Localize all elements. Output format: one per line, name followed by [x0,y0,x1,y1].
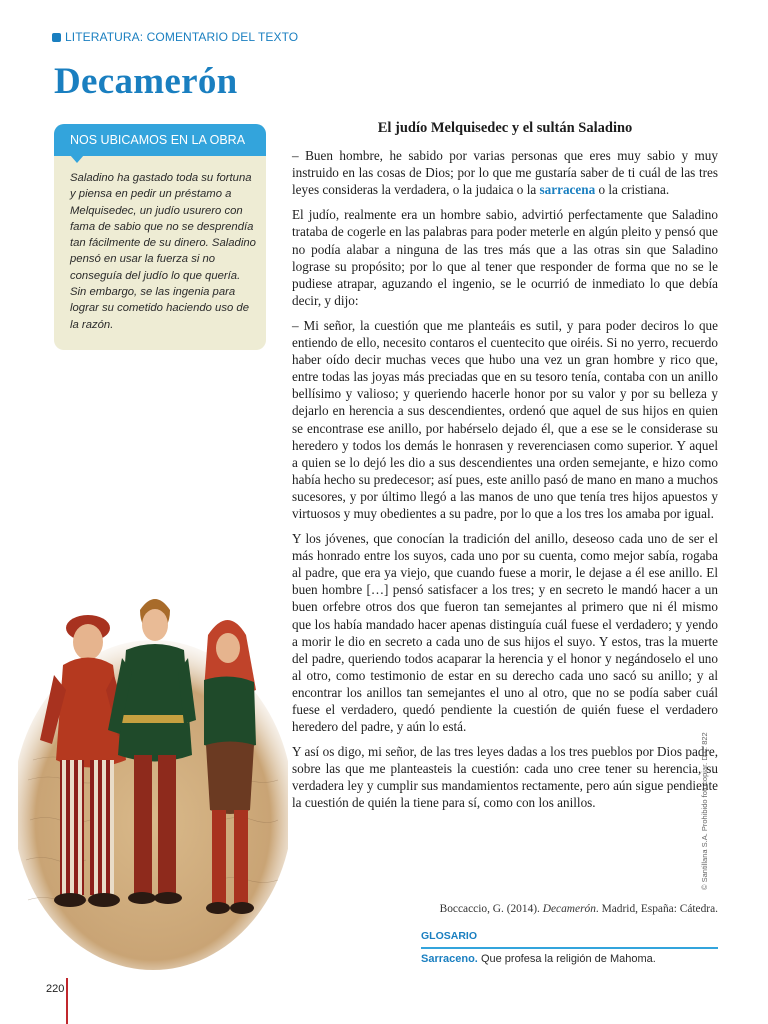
glossary-term-link: sarracena [539,182,596,198]
glossary-title: GLOSARIO [421,930,478,942]
context-sidebar [54,124,266,350]
citation-author: Boccaccio, G. (2014). [439,903,540,915]
section-label [52,30,298,44]
copyright-notice: © Santillana S.A. Prohibido fotocopiar. D.L. 822 [700,732,709,890]
page-number: 220 [46,983,65,995]
page-title: Decamerón [54,61,238,102]
section-square-icon [52,33,61,42]
section-label-text: LITERATURA: COMENTARIO DEL TEXTO [65,30,299,44]
story-heading: El judío Melquisedec y el sultán Saladino [377,120,633,136]
story-paragraph: – Mi señor, la cuestión que me planteáis es sutil, y para poder deciros lo que entiendo de ello, necesito contaros el cuentecito que oiréis. Si no yerro, recuerdo haber oído decir muchas veces que hubo una vez un gran hombre y rico que, entre todas las joyas más preciadas que en su tesoro tenía, contaba con un anillo bellísimo y valioso; y queriendo hacerle honor por su valor y por su belleza y dejarlo en herencia a sus descendientes, ordenó que aquel de sus hijos en quien se encontrase ese anillo, por habérselo dejado él, que a ese se le considerase su heredero y todos los demás le honrasen y reverenciasen como superior. Y aquel a quien se lo dejó les dio a sus descendientes una orden semejante, e hizo como había hecho su predecesor; así pues, este anillo pasó de mano en mano a muchos sucesores, y por último llegó a las manos de uno que tenía tres hijos apuestos y virtuosos y muy obedientes a su padre, por lo que a los tres los amaba por igual. [292,317,718,521]
glossary-divider [421,947,718,949]
story-paragraph: Y los jóvenes, que conocían la tradición del anillo, deseoso cada uno de ser el más honrado entre los suyos, cada uno por su cuenta, como mejor sabía, rogaba al padre, que era ya viejo, que cuando fuese a morir, le dejase a él ese anillo. El buen hombre […] pensó satisfacer a los tres; y en secreto le mandó hacer a un buen orfebre otros dos que fueron tan semejantes al primero que ni él mismo que los había mandado hacer apenas distinguía cuál fuese el verdadero; y yendo a morir le dio en secreto a cada uno de sus hijos el suyo. Y estos, tras la muerte del padre, queriendo todos acaparar la herencia y el honor y negándoselo el uno al otro, como testimonio de estar en su derecho cada uno sacó su anillo; y al encontrar los anillos tan semejantes el uno al otro, que no se podía saber cuál fuese el verdadero, quedó pendiente la cuestión de quién fuese el verdadero heredero del padre, y aún lo está. [292,531,718,735]
story-text [292,120,718,820]
page-number-divider [66,978,68,1024]
glossary-box [421,930,718,965]
story-paragraph-1-start: – Buen hombre, he sabido por varias personas que eres muy sabio y muy instruido en las cosas de Dios; por lo que me gustaría saber de ti cuál de las tres leyes consideras la verdadera, o la judaica o la [292,148,718,198]
story-paragraph [292,147,718,198]
sidebar-text: Saladino ha gastado toda su fortuna y piensa en pedir un préstamo a Melquisedec, un judío usurero con fama de sabio que no se desprendía tan fácilmente de su dinero. Saladino pensó en usar la fuerza si no conseguía del judío lo que quería. Sin embargo, se las ingenia para lograr su cometido haciendo uso de la razón. [70,172,256,331]
story-paragraph: El judío, realmente era un hombre sabio, advirtió perfectamente que Saladino trataba de cogerle en las palabras para poder meterle en algún pleito y pensó que no podía alabar a ninguna de las tres más que a las otras sin que Saladino lograse su propósito; por lo que al tener que responder de forma que no se le pudiese atrapar, aguzando el ingenio, se le ocurrió de inmediato lo que debía decir, y dijo: [292,207,718,308]
glossary-definition: Que profesa la religión de Mahoma. [480,953,656,965]
source-citation [440,903,718,915]
citation-publisher: . Madrid, España: Cátedra. [595,903,718,915]
story-paragraph-1-end: o la cristiana. [598,182,670,198]
sidebar-notch-icon [70,155,84,163]
three-men-illustration [18,580,288,970]
glossary-term: Sarraceno. [421,953,478,965]
story-paragraph: Y así os digo, mi señor, de las tres leyes dadas a los tres pueblos por Dios padre, sobre las que me planteasteis la cuestión: cada uno cree tener su herencia, su verdadera ley y cumplir sus mandamientos rectamente, pero aún sigue pendiente la cuestión de quién la tiene para sí, como con los anillos. [292,744,718,811]
glossary-entry [421,953,718,965]
citation-work: Decamerón [542,903,596,915]
sidebar-header: NOS UBICAMOS EN LA OBRA [54,124,266,156]
